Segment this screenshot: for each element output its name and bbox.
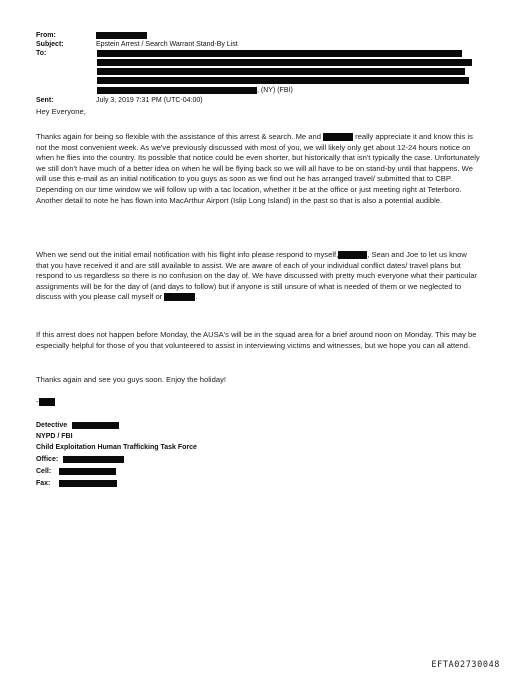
paragraph-text: . [195,292,198,302]
phone-redaction [59,468,116,475]
to-suffix: , (NY) (FBI) [257,87,293,94]
recipient-redaction [97,68,465,75]
from-label: From: [36,32,56,39]
signature-office: Office: [36,454,124,465]
recipient-redaction [97,77,469,84]
email-paragraph-4: Thanks again and see you guys soon. Enjoy the holiday! [36,375,226,384]
name-redaction [39,398,55,406]
document-id: EFTA02730048 [431,660,500,670]
paragraph-text: really appreciate it and know this is not the most convenient week. As we've previously discussed with most of you, we will likely only get about 12-24 hours notice on when he flies into the country. Its possible that notice could be even shorter, but historically that isn't typically the case. Unfortunately we still don't have much of a better idea on when he will be flying back so we will all have to be on stand-by until that happens. We will use this e-mail as an initial notification to you guys as soon as we find out he has arranged travel/ submitted that to CBP. Depending on our time window we will follow up with a tac location, whether it be at the office or just meeting right at Teterboro. Another detail to note he has flown into MacArthur Airport (Islip Long Island) in the past so that is also a potential audible. [36,132,480,205]
paragraph-text: Thanks again for being so flexible with the assistance of this arrest & search. Me and [36,132,321,141]
recipient-redaction [97,59,472,66]
phone-redaction [63,456,124,463]
recipient-redaction [97,50,462,57]
subject-label: Subject: [36,41,64,48]
signature-org-1: NYPD / FBI [36,433,73,440]
recipient-redaction [97,87,257,94]
to-label: To: [36,50,47,57]
phone-redaction [59,480,117,487]
email-paragraph-1 [36,132,481,206]
email-paragraph-2 [36,250,481,303]
name-redaction [72,422,119,429]
paragraph-text: , Sean and Joe to let us know that you have received it and are still available to assist. We are aware of each of your individual conflict dates/ travel plans but respond to us regardless so there is no confusion on the day of. We have discussed with pretty much everyone what their particular assignments will be for the day of (and days to follow) but if anyone is still unsure of what is needed of them or we neglected to discuss with you please call myself or [36,250,477,302]
name-redaction [323,133,353,141]
from-value-redacted [96,32,147,40]
paragraph-text: When we send out the initial email notification with his flight info please respond to myself, [36,250,339,259]
email-paragraph-3: If this arrest does not happen before Monday, the AUSA's will be in the squad area for a brief around noon on Monday. This may be especially helpful for those of you that volunteered to assist in interviewing victims and witnesses, but we hope you can all attend. [36,330,477,350]
subject-value: Epstein Arrest / Search Warrant Stand-By List [96,41,238,48]
signature-dash: - [36,397,481,408]
sent-value: July 3, 2019 7:31 PM (UTC-04:00) [96,97,203,104]
signature-fax: Fax: [36,478,117,489]
name-redaction [338,251,367,259]
sent-label: Sent: [36,97,54,104]
name-redaction [164,292,198,302]
signature-title: Detective [36,420,119,431]
signature-cell: Cell: [36,466,116,477]
signature-org-2: Child Exploitation Human Trafficking Task Force [36,444,197,451]
email-greeting: Hey Everyone, [36,107,86,116]
